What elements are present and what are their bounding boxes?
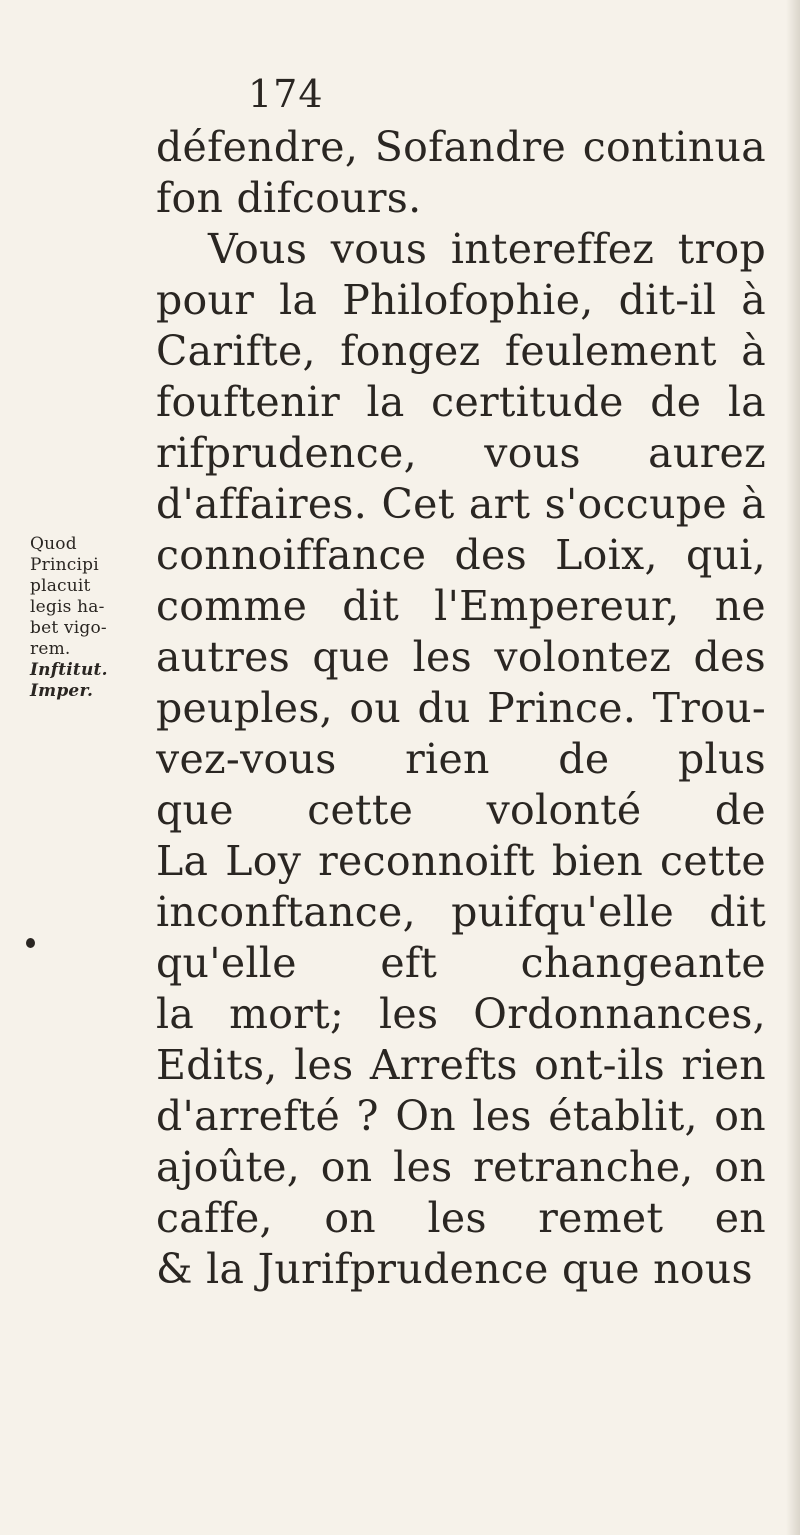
text-line: ajoûte, on les retranche, on [156,1143,766,1191]
text-line: fon difcours. [156,174,422,222]
text-line: vez-vous rien de plus [156,735,766,783]
text-line: Vous vous intereffez trop [208,225,766,273]
text-line: d'affaires. Cet art s'occupe à [156,480,766,528]
margin-note-line: Imper. [30,681,94,701]
text-line: la mort; les Ordonnances, [156,990,766,1038]
text-line: défendre, Sofandre continua [156,123,766,171]
margin-note-line: Quod [30,534,77,554]
margin-note-line: rem. [30,639,71,659]
margin-note-line: Principi [30,555,99,575]
margin-note [30,534,150,702]
text-line: comme dit l'Empereur, ne [156,582,766,630]
margin-note-line: Inftitut. [30,660,108,680]
margin-note-line: legis ha- [30,597,105,617]
text-line: fouftenir la certitude de la [156,378,766,426]
body-text [156,122,766,1295]
ink-spot [26,938,35,948]
page-number: 174 [248,72,324,116]
text-line: caffe, on les remet en [156,1194,766,1242]
text-line: autres que les volontez des [156,633,766,681]
text-line: La Loy reconnoift bien cette [156,837,766,885]
text-line: inconftance, puifqu'elle dit [156,888,766,936]
text-line: & la Jurifprudence que nous [156,1245,753,1293]
text-line: d'arrefté ? On les établit, on [156,1092,766,1140]
text-line: connoiffance des Loix, qui, [156,531,766,579]
text-line: Edits, les Arrefts ont-ils rien [156,1041,766,1089]
text-line: Carifte, fongez feulement à [156,327,766,375]
text-line: que cette volonté de [156,786,766,834]
text-line: pour la Philofophie, dit-il à [156,276,766,324]
text-line: qu'elle eft changeante [156,939,766,987]
margin-note-line: placuit [30,576,91,596]
text-line: rifprudence, vous aurez [156,429,766,477]
page-edge-shadow [786,0,800,1535]
margin-note-line: bet vigo- [30,618,107,638]
text-line: peuples, ou du Prince. Trou- [156,684,766,732]
